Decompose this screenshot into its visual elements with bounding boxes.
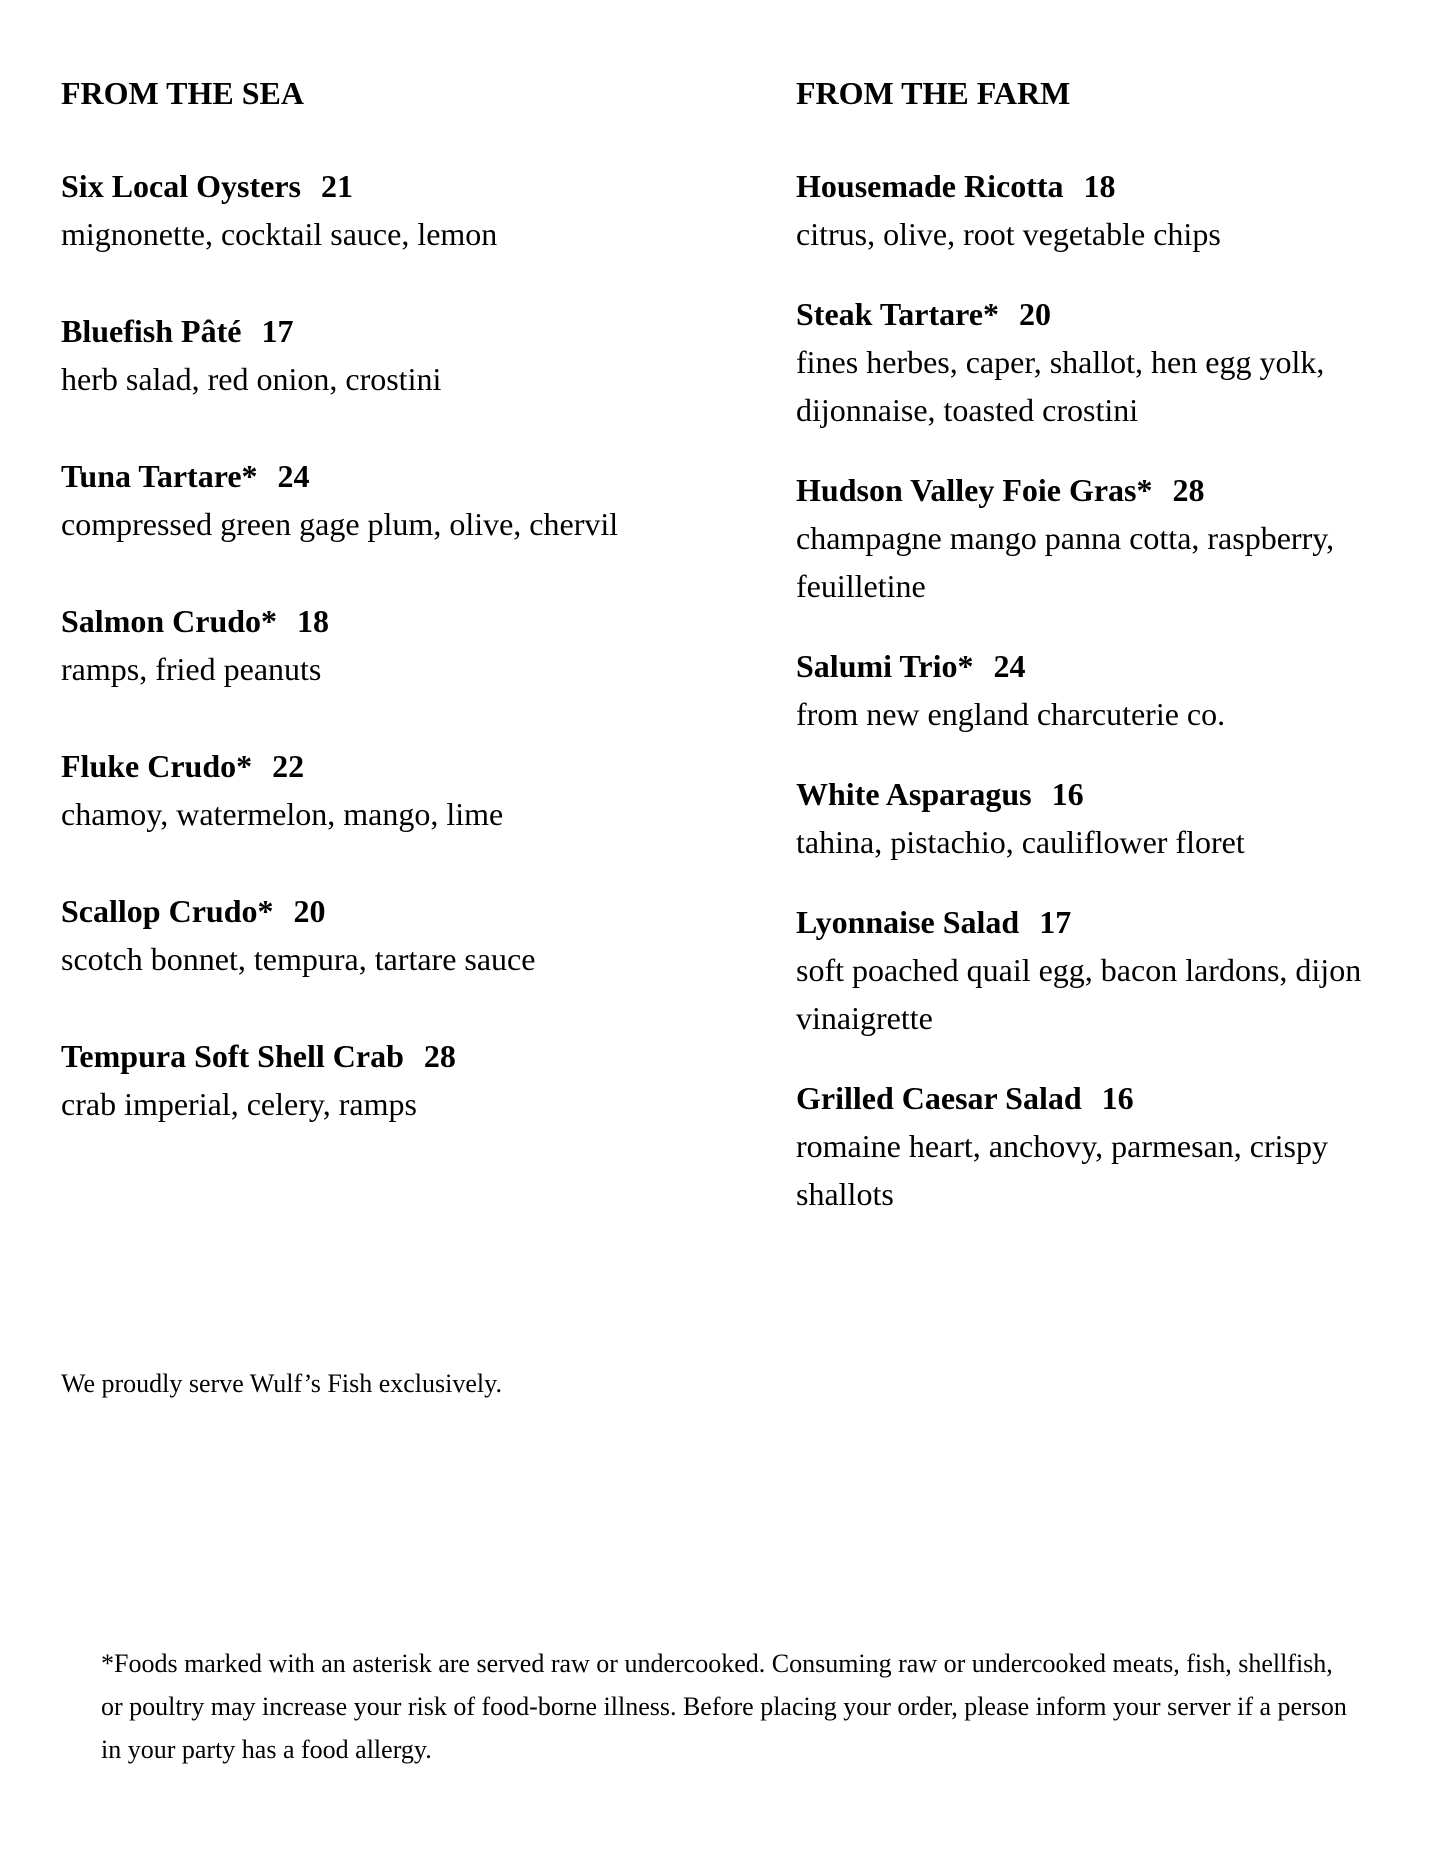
item-description: soft poached quail egg, bacon lardons, dijon vinaigrette [796, 952, 1362, 1036]
item-name: White Asparagus [796, 776, 1032, 812]
farm-column [796, 72, 1396, 1250]
item-name: Steak Tartare* [796, 296, 999, 332]
item-name: Salmon Crudo* [61, 603, 278, 639]
item-price: 22 [272, 748, 305, 784]
item-description: citrus, olive, root vegetable chips [796, 216, 1221, 252]
item-name: Salumi Trio* [796, 648, 974, 684]
item-price: 16 [1101, 1080, 1134, 1116]
item-name: Fluke Crudo* [61, 748, 253, 784]
item-description: scotch bonnet, tempura, tartare sauce [61, 941, 536, 977]
menu-item [796, 770, 1396, 866]
menu-item [61, 742, 701, 838]
menu-item [796, 290, 1396, 434]
menu-item [61, 307, 701, 403]
item-price: 24 [277, 458, 310, 494]
item-name: Bluefish Pâté [61, 313, 242, 349]
item-price: 21 [320, 168, 353, 204]
item-description: chamoy, watermelon, mango, lime [61, 796, 504, 832]
item-name: Tuna Tartare* [61, 458, 258, 494]
menu-item [796, 642, 1396, 738]
supplier-note: We proudly serve Wulf’s Fish exclusively. [61, 1369, 502, 1398]
item-price: 17 [261, 313, 294, 349]
item-price: 24 [993, 648, 1026, 684]
item-description: tahina, pistachio, cauliflower floret [796, 824, 1245, 860]
item-description: romaine heart, anchovy, parmesan, crispy shallots [796, 1128, 1328, 1212]
menu-item [61, 597, 701, 693]
item-description: crab imperial, celery, ramps [61, 1086, 417, 1122]
item-description: compressed green gage plum, olive, chervil [61, 506, 619, 542]
section-title-farm: FROM THE FARM [796, 75, 1071, 111]
item-price: 16 [1051, 776, 1084, 812]
menu-item [796, 898, 1396, 1042]
item-name: Scallop Crudo* [61, 893, 274, 929]
raw-food-disclaimer: *Foods marked with an asterisk are served raw or undercooked. Consuming raw or undercooked meats, fish, shellfish, or poultry may increase your risk of food-borne illness. Before placing your order, please inform your server if a person in your party has a food allergy. [101, 1649, 1347, 1764]
sea-column [61, 72, 701, 1177]
menu-item [796, 1074, 1396, 1218]
item-description: ramps, fried peanuts [61, 651, 322, 687]
item-description: herb salad, red onion, crostini [61, 361, 442, 397]
item-price: 18 [297, 603, 330, 639]
menu-item [796, 466, 1396, 610]
item-description: champagne mango panna cotta, raspberry, feuilletine [796, 520, 1335, 604]
item-name: Six Local Oysters [61, 168, 301, 204]
item-name: Tempura Soft Shell Crab [61, 1038, 404, 1074]
item-price: 28 [423, 1038, 456, 1074]
item-description: fines herbes, caper, shallot, hen egg yolk, dijonnaise, toasted crostini [796, 344, 1325, 428]
sea-items-list [61, 162, 701, 1128]
item-name: Lyonnaise Salad [796, 904, 1020, 940]
item-name: Grilled Caesar Salad [796, 1080, 1082, 1116]
item-price: 17 [1039, 904, 1072, 940]
item-price: 20 [1018, 296, 1051, 332]
item-price: 28 [1172, 472, 1205, 508]
item-name: Hudson Valley Foie Gras* [796, 472, 1153, 508]
item-price: 18 [1083, 168, 1116, 204]
section-title-sea: FROM THE SEA [61, 75, 304, 111]
item-price: 20 [293, 893, 326, 929]
farm-items-list [796, 162, 1396, 1218]
menu-item [61, 452, 701, 548]
item-name: Housemade Ricotta [796, 168, 1064, 204]
item-description: mignonette, cocktail sauce, lemon [61, 216, 498, 252]
item-description: from new england charcuterie co. [796, 696, 1226, 732]
menu-item [61, 1032, 701, 1128]
menu-item [61, 887, 701, 983]
menu-item [796, 162, 1396, 258]
menu-item [61, 162, 701, 258]
